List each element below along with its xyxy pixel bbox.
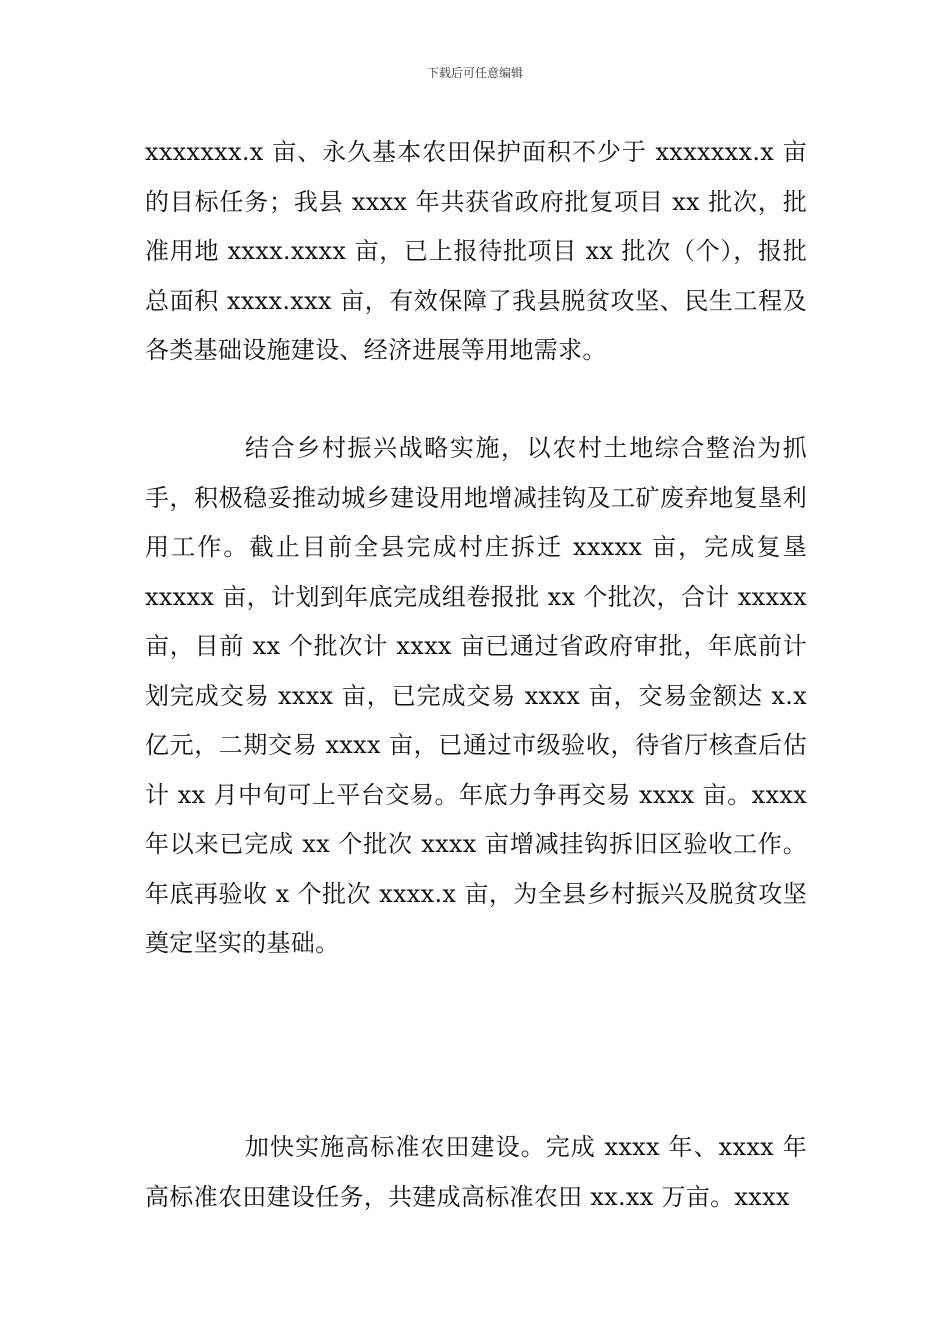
paragraph-rural-revitalization bbox=[145, 424, 807, 969]
paragraph-land-approval bbox=[145, 128, 807, 376]
paragraph-text: 结合乡村振兴战略实施，以农村土地综合整治为抓手，积极稳妥推动城乡建设用地增减挂钩及工矿废弃地复垦利用工作。截止目前全县完成村庄拆迁 xxxxx 亩，完成复垦 xxxxx 亩，计划到年底完成组卷报批 xx 个批次，合计 xxxxx 亩，目前 xx 个批次计 xxxx 亩已通过省政府审批，年底前计划完成交易 xxxx 亩，已完成交易 xxxx 亩，交易金额达 x.x 亿元，二期交易 xxxx 亩，已通过市级验收，待省厅核查后估计 xx 月中旬可上平台交易。年底力争再交易 xxxx 亩。xxxx 年以来已完成 xx 个批次 xxxx 亩增减挂钩拆旧区验收工作。年底再验收 x 个批次 xxxx.x 亩，为全县乡村振兴及脱贫攻坚奠定坚实的基础。 bbox=[145, 434, 807, 957]
paragraph-text: 加快实施高标准农田建设。完成 xxxx 年、xxxx 年高标准农田建设任务，共建成高标准农田 xx.xx 万亩。xxxx bbox=[145, 1133, 807, 1211]
paragraph-text: xxxxxxx.x 亩、永久基本农田保护面积不少于 xxxxxxx.x 亩的目标任务；我县 xxxx 年共获省政府批复项目 xx 批次，批准用地 xxxx.xxxx 亩，已上报待批项目 xx 批次（个），报批总面积 xxxx.xxx 亩，有效保障了我县脱贫攻坚、民生工程及各类基础设施建设、经济进展等用地需求。 bbox=[145, 138, 807, 364]
page-header: 下载后可任意编辑 bbox=[426, 66, 523, 80]
paragraph-farmland-construction bbox=[145, 1123, 807, 1222]
